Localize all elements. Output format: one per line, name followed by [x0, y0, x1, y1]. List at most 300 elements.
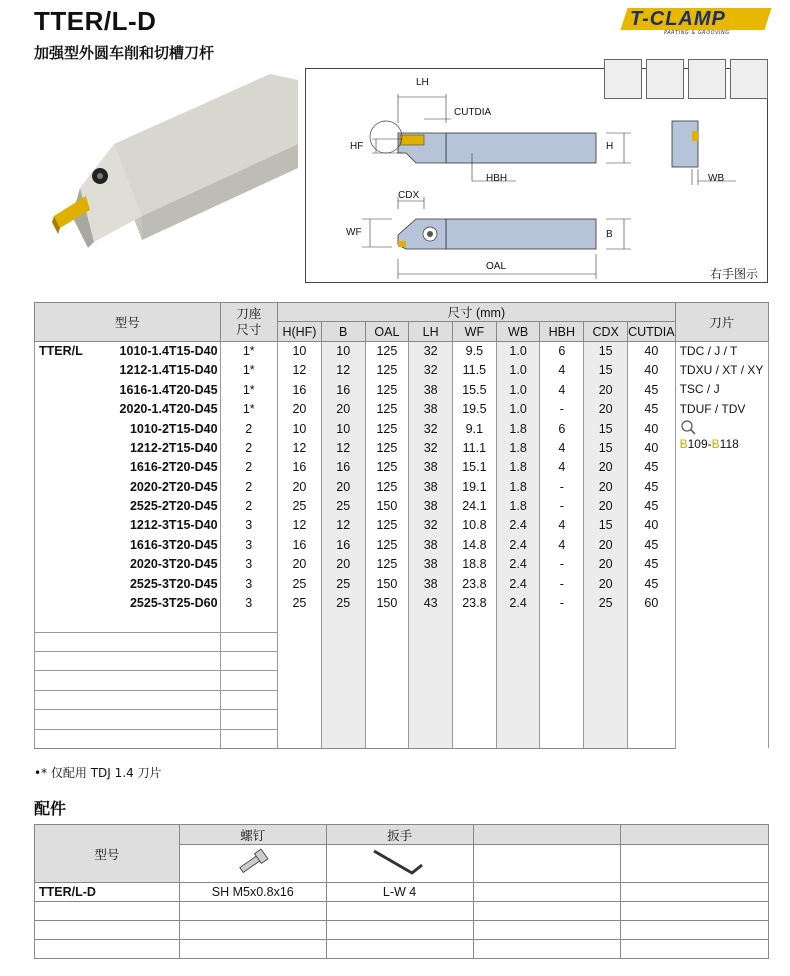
header-col-lh: LH — [409, 322, 453, 341]
label-cutdia: CUTDIA — [454, 107, 492, 118]
dim-cell: 23.8 — [452, 574, 496, 593]
acc-empty-cell — [326, 921, 473, 940]
dim-cell: 40 — [628, 361, 676, 380]
empty-cell — [409, 652, 453, 671]
page-subtitle: 加强型外圆车削和切槽刀杆 — [34, 44, 215, 62]
acc-header-screw: 螺钉 — [179, 825, 326, 845]
dim-cell: 32 — [409, 516, 453, 535]
dim-cell: 25 — [278, 496, 322, 515]
dim-cell: 24.1 — [452, 496, 496, 515]
dim-cell: 45 — [628, 496, 676, 515]
header-seat: 刀座 尺寸 — [220, 303, 277, 342]
model-code: 1616-3T20-D45 — [129, 537, 218, 552]
empty-cell — [452, 729, 496, 748]
dim-cell: 45 — [628, 555, 676, 574]
model-code: 2525-3T20-D45 — [129, 576, 218, 591]
acc-model: TTER/L-D — [35, 883, 180, 902]
model-code: 2525-3T25-D60 — [129, 596, 218, 611]
acc-empty-row — [35, 940, 769, 959]
empty-cell — [321, 690, 365, 709]
empty-cell — [35, 632, 221, 651]
empty-cell — [628, 729, 676, 748]
screw-icon — [179, 845, 326, 883]
dim-cell: 25 — [321, 496, 365, 515]
header-col-cutdia: CUTDIA — [628, 322, 676, 341]
table-row — [35, 361, 769, 380]
empty-cell — [278, 632, 322, 651]
table-row — [35, 535, 769, 554]
acc-header-empty — [473, 825, 621, 845]
acc-empty-cell — [621, 845, 769, 883]
dim-cell: 38 — [409, 496, 453, 515]
seat-cell: 1* — [220, 361, 277, 380]
dim-cell: 20 — [584, 555, 628, 574]
model-code: 1212-2T15-D40 — [129, 440, 218, 455]
empty-cell — [35, 671, 221, 690]
empty-row — [35, 632, 769, 651]
dim-cell: 16 — [278, 380, 322, 399]
model-cell — [35, 419, 221, 438]
dim-cell: 18.8 — [452, 555, 496, 574]
dim-cell: 38 — [409, 555, 453, 574]
empty-cell — [584, 632, 628, 651]
acc-header-model: 型号 — [35, 825, 180, 883]
model-cell — [35, 574, 221, 593]
empty-cell — [365, 632, 409, 651]
insert-type: TSC / J — [679, 382, 720, 397]
dim-cell: 43 — [409, 593, 453, 612]
dim-cell: 20 — [584, 477, 628, 496]
empty-cell — [409, 671, 453, 690]
model-code: 2525-2T20-D45 — [129, 499, 218, 514]
seat-cell: 3 — [220, 593, 277, 612]
technical-drawing — [305, 68, 768, 283]
dim-cell: 38 — [409, 535, 453, 554]
model-code: 2020-3T20-D45 — [129, 557, 218, 572]
dim-cell: 20 — [278, 555, 322, 574]
empty-cell — [321, 671, 365, 690]
header-col-wf: WF — [452, 322, 496, 341]
empty-cell — [365, 652, 409, 671]
dim-cell: 19.1 — [452, 477, 496, 496]
empty-row — [35, 710, 769, 729]
acc-empty-cell — [473, 921, 621, 940]
dim-cell: 32 — [409, 419, 453, 438]
dim-cell: 2.4 — [496, 535, 540, 554]
dim-cell: 12 — [321, 361, 365, 380]
model-cell — [35, 516, 221, 535]
empty-cell — [584, 671, 628, 690]
page-ref-letter: B — [711, 436, 720, 451]
empty-cell — [496, 632, 540, 651]
table-row — [35, 341, 769, 360]
seat-cell: 3 — [220, 535, 277, 554]
acc-empty-cell — [473, 845, 621, 883]
model-code: 1616-2T20-D45 — [129, 460, 218, 475]
table-row — [35, 458, 769, 477]
dim-cell: 38 — [409, 399, 453, 418]
dim-cell: 25 — [278, 574, 322, 593]
dim-cell: 10.8 — [452, 516, 496, 535]
empty-cell — [628, 690, 676, 709]
empty-cell — [496, 671, 540, 690]
dim-cell: 15 — [584, 419, 628, 438]
model-code: 1212-3T15-D40 — [129, 518, 218, 533]
page-ref-letter: B — [679, 436, 688, 451]
dim-cell: 38 — [409, 458, 453, 477]
empty-cell — [321, 632, 365, 651]
dim-cell: - — [540, 593, 584, 612]
label-h: H — [606, 141, 614, 152]
dim-cell: 10 — [321, 419, 365, 438]
page-reference-link[interactable] — [680, 435, 768, 454]
dim-cell: 6 — [540, 341, 584, 360]
empty-cell — [409, 613, 453, 632]
empty-row — [35, 690, 769, 709]
dim-cell: 2.4 — [496, 516, 540, 535]
dim-cell: 125 — [365, 458, 409, 477]
dim-cell: 10 — [278, 341, 322, 360]
dim-cell: 2.4 — [496, 593, 540, 612]
empty-cell — [628, 671, 676, 690]
acc-empty-cell — [35, 940, 180, 959]
accessories-table — [34, 824, 769, 959]
dim-cell: 25 — [321, 574, 365, 593]
empty-cell — [365, 613, 409, 632]
empty-cell — [321, 652, 365, 671]
dim-cell: 15 — [584, 516, 628, 535]
dim-cell: 45 — [628, 574, 676, 593]
logo-text: T-CLAMP — [630, 8, 726, 30]
empty-cell — [365, 690, 409, 709]
dim-cell: 15 — [584, 341, 628, 360]
magnifier-icon[interactable] — [680, 419, 768, 435]
acc-empty-cell — [621, 883, 769, 902]
dim-cell: 2.4 — [496, 574, 540, 593]
dim-cell: 125 — [365, 419, 409, 438]
dim-cell: 20 — [584, 399, 628, 418]
empty-cell — [35, 613, 221, 632]
empty-cell — [628, 613, 676, 632]
dim-cell: 1.8 — [496, 458, 540, 477]
dim-cell: - — [540, 496, 584, 515]
header-col-b: B — [321, 322, 365, 341]
empty-cell — [278, 729, 322, 748]
dim-cell: 25 — [278, 593, 322, 612]
acc-wrench: L-W 4 — [326, 883, 473, 902]
empty-cell — [540, 729, 584, 748]
label-cdx: CDX — [398, 190, 420, 201]
empty-row — [35, 652, 769, 671]
empty-cell — [220, 710, 277, 729]
empty-cell — [540, 632, 584, 651]
dim-cell: 20 — [584, 496, 628, 515]
empty-cell — [452, 710, 496, 729]
tool-holder-image — [34, 66, 298, 276]
label-b: B — [606, 229, 613, 240]
empty-cell — [496, 710, 540, 729]
model-prefix: TTER/L — [39, 344, 83, 359]
model-code: 2020-1.4T20-D45 — [119, 402, 218, 417]
header-col-oal: OAL — [365, 322, 409, 341]
acc-empty-cell — [621, 921, 769, 940]
acc-header-wrench: 扳手 — [326, 825, 473, 845]
model-cell — [35, 438, 221, 457]
dim-cell: 45 — [628, 399, 676, 418]
seat-cell: 1* — [220, 380, 277, 399]
empty-cell — [496, 613, 540, 632]
acc-empty-row — [35, 921, 769, 940]
empty-cell — [540, 710, 584, 729]
seat-cell: 3 — [220, 555, 277, 574]
empty-cell — [35, 652, 221, 671]
model-cell — [35, 496, 221, 515]
dim-cell: - — [540, 555, 584, 574]
wrench-icon — [326, 845, 473, 883]
empty-cell — [35, 729, 221, 748]
empty-cell — [628, 652, 676, 671]
dim-cell: 20 — [278, 399, 322, 418]
insert-type: TDUF / TDV — [679, 401, 746, 416]
seat-cell: 2 — [220, 438, 277, 457]
empty-cell — [584, 710, 628, 729]
dim-cell: 20 — [321, 555, 365, 574]
inserts-cell — [675, 341, 768, 748]
dim-cell: 25 — [321, 593, 365, 612]
empty-cell — [220, 632, 277, 651]
model-code: 1616-1.4T20-D45 — [119, 382, 218, 397]
empty-cell — [409, 632, 453, 651]
dim-cell: 12 — [278, 516, 322, 535]
label-wf: WF — [346, 227, 362, 238]
dim-cell: 40 — [628, 516, 676, 535]
dim-cell: 16 — [321, 535, 365, 554]
dim-cell: 20 — [321, 477, 365, 496]
model-cell — [35, 399, 221, 418]
dim-cell: 1.8 — [496, 419, 540, 438]
acc-empty-cell — [179, 921, 326, 940]
empty-cell — [321, 710, 365, 729]
acc-empty-cell — [621, 940, 769, 959]
empty-cell — [540, 671, 584, 690]
acc-empty-cell — [35, 902, 180, 921]
dim-cell: 60 — [628, 593, 676, 612]
dim-cell: 6 — [540, 419, 584, 438]
model-cell — [35, 535, 221, 554]
empty-row — [35, 613, 769, 632]
acc-empty-row — [35, 902, 769, 921]
empty-cell — [628, 632, 676, 651]
dim-cell: 32 — [409, 361, 453, 380]
dim-cell: 16 — [321, 458, 365, 477]
empty-cell — [220, 671, 277, 690]
empty-cell — [365, 729, 409, 748]
model-cell — [35, 380, 221, 399]
label-oal: OAL — [486, 261, 507, 272]
dim-cell: - — [540, 399, 584, 418]
application-icon-1 — [604, 59, 642, 99]
dim-cell: 4 — [540, 535, 584, 554]
dim-cell: - — [540, 477, 584, 496]
dim-cell: 20 — [584, 535, 628, 554]
empty-cell — [540, 690, 584, 709]
dim-cell: 38 — [409, 380, 453, 399]
empty-cell — [540, 613, 584, 632]
header-dims: 尺寸 (mm) — [278, 303, 676, 322]
dim-cell: 150 — [365, 496, 409, 515]
dim-cell: 19.5 — [452, 399, 496, 418]
table-row — [35, 438, 769, 457]
application-icon-2 — [646, 59, 684, 99]
empty-cell — [584, 690, 628, 709]
model-cell — [35, 361, 221, 380]
seat-cell: 2 — [220, 458, 277, 477]
empty-cell — [35, 710, 221, 729]
empty-row — [35, 671, 769, 690]
dim-cell: 38 — [409, 477, 453, 496]
empty-cell — [584, 729, 628, 748]
dim-cell: 9.1 — [452, 419, 496, 438]
acc-empty-cell — [326, 940, 473, 959]
acc-empty-cell — [473, 940, 621, 959]
dim-cell: 20 — [278, 477, 322, 496]
table-row — [35, 399, 769, 418]
empty-cell — [278, 690, 322, 709]
seat-cell: 2 — [220, 496, 277, 515]
spec-table — [34, 302, 769, 749]
dim-cell: 1.0 — [496, 361, 540, 380]
dim-cell: 10 — [321, 341, 365, 360]
dim-cell: 40 — [628, 438, 676, 457]
dim-cell: 12 — [278, 361, 322, 380]
dim-cell: 4 — [540, 380, 584, 399]
page-title: TTER/L-D — [34, 6, 157, 36]
empty-cell — [496, 690, 540, 709]
page-ref-num: 118 — [719, 436, 739, 451]
acc-empty-cell — [35, 921, 180, 940]
empty-cell — [452, 690, 496, 709]
empty-cell — [220, 729, 277, 748]
footnote: •* 仅配用 TDJ 1.4 刀片 — [34, 766, 162, 780]
dim-cell: 20 — [584, 380, 628, 399]
dim-cell: 25 — [584, 593, 628, 612]
empty-cell — [278, 613, 322, 632]
dim-cell: 4 — [540, 438, 584, 457]
dim-cell: 1.8 — [496, 496, 540, 515]
insert-type: TDC / J / T — [679, 343, 738, 358]
model-cell — [35, 555, 221, 574]
brand-logo — [624, 8, 768, 38]
dim-cell: 150 — [365, 574, 409, 593]
seat-cell: 2 — [220, 419, 277, 438]
dim-cell: 125 — [365, 438, 409, 457]
model-cell — [35, 341, 221, 360]
dim-cell: 12 — [278, 438, 322, 457]
dim-cell: 15 — [584, 361, 628, 380]
empty-cell — [496, 729, 540, 748]
empty-cell — [409, 710, 453, 729]
empty-cell — [220, 690, 277, 709]
label-lh: LH — [416, 77, 429, 88]
seat-cell: 1* — [220, 399, 277, 418]
empty-cell — [278, 652, 322, 671]
dim-cell: 45 — [628, 535, 676, 554]
dim-cell: 150 — [365, 593, 409, 612]
acc-header-empty — [621, 825, 769, 845]
model-code: 1010-2T15-D40 — [129, 421, 218, 436]
model-code: 1010-1.4T15-D40 — [119, 344, 218, 359]
empty-cell — [220, 652, 277, 671]
dim-cell: 11.5 — [452, 361, 496, 380]
dim-cell: 16 — [278, 535, 322, 554]
dim-cell: 125 — [365, 361, 409, 380]
dim-cell: 125 — [365, 380, 409, 399]
dim-cell: 45 — [628, 458, 676, 477]
dim-cell: 4 — [540, 458, 584, 477]
dim-cell: 15.1 — [452, 458, 496, 477]
dim-cell: 38 — [409, 574, 453, 593]
empty-cell — [452, 613, 496, 632]
empty-cell — [584, 613, 628, 632]
empty-cell — [321, 613, 365, 632]
empty-cell — [278, 710, 322, 729]
empty-cell — [584, 652, 628, 671]
header-col-wb: WB — [496, 322, 540, 341]
dim-cell: 125 — [365, 535, 409, 554]
dim-cell: 20 — [321, 399, 365, 418]
dim-cell: 1.0 — [496, 399, 540, 418]
acc-empty-cell — [473, 883, 621, 902]
dim-cell: 125 — [365, 399, 409, 418]
seat-cell: 3 — [220, 516, 277, 535]
dimension-drawing — [306, 69, 769, 284]
dim-cell: 16 — [278, 458, 322, 477]
dim-cell: 9.5 — [452, 341, 496, 360]
dim-cell: 32 — [409, 341, 453, 360]
dim-cell: 125 — [365, 341, 409, 360]
application-icon-4 — [730, 59, 768, 99]
dim-cell: 125 — [365, 477, 409, 496]
dim-cell: 15.5 — [452, 380, 496, 399]
label-hf: HF — [350, 141, 364, 152]
seat-cell: 3 — [220, 574, 277, 593]
label-wb: WB — [708, 173, 725, 184]
empty-row — [35, 729, 769, 748]
dim-cell: 1.0 — [496, 380, 540, 399]
dim-cell: 12 — [321, 438, 365, 457]
dim-cell: 11.1 — [452, 438, 496, 457]
seat-cell: 2 — [220, 477, 277, 496]
acc-empty-cell — [621, 902, 769, 921]
empty-cell — [220, 613, 277, 632]
dim-cell: - — [540, 574, 584, 593]
acc-screw: SH M5x0.8x16 — [179, 883, 326, 902]
acc-empty-cell — [473, 902, 621, 921]
dim-cell: 20 — [584, 458, 628, 477]
dim-cell: 20 — [584, 574, 628, 593]
empty-cell — [365, 710, 409, 729]
application-icon-3 — [688, 59, 726, 99]
header-model: 型号 — [35, 303, 221, 342]
accessories-title: 配件 — [34, 799, 67, 818]
drawing-caption: 右手图示 — [710, 267, 759, 281]
empty-cell — [409, 729, 453, 748]
dim-cell: 32 — [409, 438, 453, 457]
header-col-hhf: H(HF) — [278, 322, 322, 341]
dim-cell: 125 — [365, 555, 409, 574]
table-row — [35, 477, 769, 496]
table-row — [35, 496, 769, 515]
